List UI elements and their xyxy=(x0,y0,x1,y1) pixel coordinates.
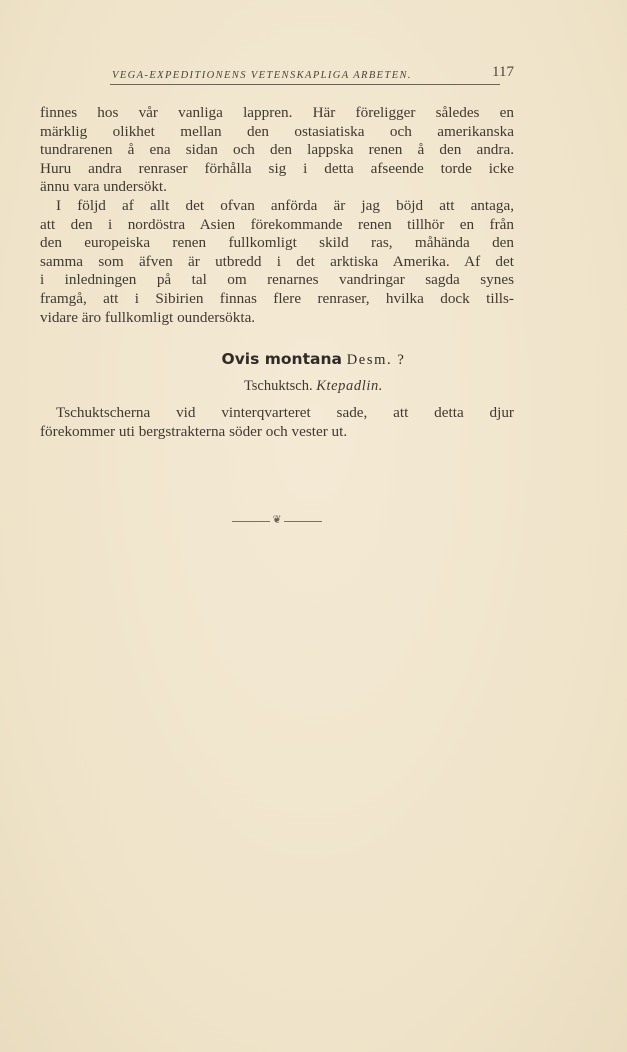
text-line: i inledningen på tal om renarnes vandringar sagda synes xyxy=(40,271,514,289)
main-text xyxy=(40,104,514,327)
fleuron-icon: ❦ xyxy=(272,513,282,526)
text-line: tundrarenen å ena sidan och den lappska renen å den andra. xyxy=(40,141,514,159)
species-name: Ovis montana xyxy=(221,350,342,368)
paragraph-2 xyxy=(40,197,514,327)
ornament-rule-right xyxy=(284,521,322,522)
text-line: vidare äro fullkomligt oundersökta. xyxy=(40,308,256,326)
text-line: samma som äfven är utbredd i det arktiska Amerika. Af det xyxy=(40,252,514,270)
text-line: Huru andra renraser förhålla sig i detta afseende torde icke xyxy=(40,159,514,177)
text-line: den europeiska renen fullkomligt skild ras, måhända den xyxy=(40,234,514,252)
running-head xyxy=(40,62,514,86)
text-line: framgå, att i Sibirien finnas flere renraser, hvilka dock tills- xyxy=(40,289,514,307)
species-heading xyxy=(0,350,627,369)
section-end-ornament xyxy=(232,512,322,532)
text-line: förekommer uti bergstrakterna söder och vester ut. xyxy=(40,422,348,440)
vernacular-language: Tschuktsch. xyxy=(243,378,313,394)
text-line: I följd af allt det ofvan anförda är jag böjd att antaga, xyxy=(56,196,514,214)
text-line: finnes hos vår vanliga lappren. Här föreligger således en xyxy=(40,104,514,121)
page-number: 117 xyxy=(492,64,514,80)
running-head-title: VEGA-EXPEDITIONENS VETENSKAPLIGA ARBETEN. xyxy=(112,70,412,81)
text-line: att den i nordöstra Asien förekommande renen tillhör en från xyxy=(40,215,514,233)
paragraph-1 xyxy=(40,104,514,197)
ornament-rule-left xyxy=(232,521,270,522)
paragraph-3 xyxy=(40,404,514,441)
vernacular-name-line xyxy=(0,378,627,395)
text-line: ännu vara undersökt. xyxy=(40,178,167,196)
header-rule xyxy=(110,84,500,85)
vernacular-native-name: Ktepadlin. xyxy=(316,378,384,394)
text-line: Tschuktscherna vid vinterqvarteret sade, att detta djur xyxy=(56,404,514,421)
species-author: Desm. ? xyxy=(346,352,406,368)
species-text xyxy=(40,404,514,441)
text-line: märklig olikhet mellan den ostasiatiska och amerikanska xyxy=(40,122,514,140)
